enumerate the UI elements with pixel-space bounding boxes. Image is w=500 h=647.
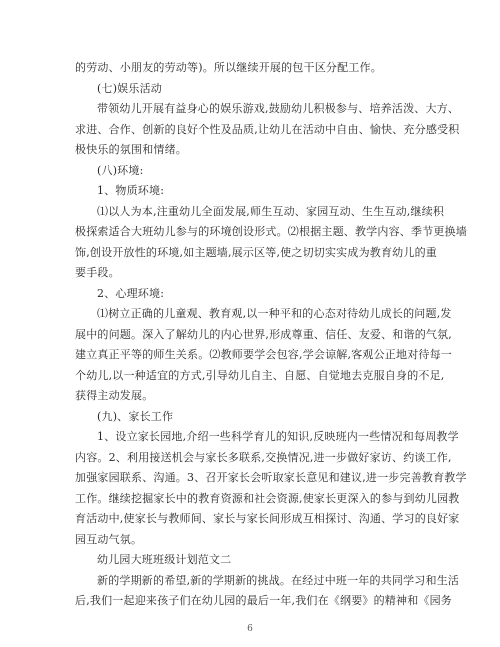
text-line: 加强家园联系、沟通。3、召开家长会听取家长意见和建议,进一步完善教育教学 [75, 471, 467, 484]
text-line: 求进、合作、创新的良好个性及品质,让幼儿在活动中自由、愉快、充分感受积 [75, 122, 460, 136]
text-line: 获得主动发展。 [75, 389, 154, 402]
text-line: 极探索适合大班幼儿参与的环境创设形式。⑵根据主题、教学内容、季节更换墙 [75, 225, 467, 238]
text-line: 育活动中,使家长与教师间、家长与家长间形成互相探讨、沟通、学习的良好家 [75, 512, 460, 525]
text-line: ⑴树立正确的儿童观、教育观,以一种平和的心态对待幼儿成长的问题,发 [97, 307, 452, 320]
section-heading: (九)、家长工作 [97, 409, 174, 423]
document-body [75, 58, 467, 612]
text-line: 极快乐的氛围和情绪。 [75, 143, 187, 156]
text-line: 要手段。 [75, 266, 120, 279]
subsection-heading: 2、心理环境: [97, 286, 165, 300]
section-heading: (八)环境: [97, 163, 144, 177]
text-line: 工作。继续挖掘家长中的教育资源和社会资源,使家长更深入的参与到幼儿园教 [75, 491, 460, 505]
section-heading: (七)娱乐活动 [97, 81, 162, 95]
text-line: 的劳动、小朋友的劳动等)。所以继续开展的包干区分配工作。 [75, 61, 382, 74]
text-line: 园互动气氛。 [75, 532, 143, 546]
text-line: 个幼儿,以一种适宜的方式,引导幼儿自主、自愿、自觉地去克服自身的不足, [75, 368, 445, 382]
document-title: 幼儿园大班班级计划范文二 [97, 553, 232, 566]
text-line: 饰,创设开放性的环境,如主题墙,展示区等,使之切切实实成为教育幼儿的重 [75, 245, 437, 259]
text-line: 展中的问题。深入了解幼儿的内心世界,形成尊重、信任、友爱、和谐的气氛, [75, 327, 452, 341]
text-line: 后,我们一起迎来孩子们在幼儿园的最后一年,我们在《纲要》的精神和《园务 [75, 594, 452, 607]
text-line: ⑴以人为本,注重幼儿全面发展,师生互动、家园互动、生生互动,继续积 [97, 204, 445, 218]
text-line: 1、设立家长园地,介绍一些科学育儿的知识,反映班内一些情况和每周教学 [97, 430, 459, 443]
subsection-heading: 1、物质环境: [97, 184, 165, 197]
page-number: 6 [247, 624, 253, 634]
text-line: 内容。2、利用接送机会与家长多联系,交换情况,进一步做好家访、约谈工作, [75, 450, 452, 464]
text-line: 带领幼儿开展有益身心的娱乐游戏,鼓励幼儿积极参与、培养活泼、大方、 [97, 102, 460, 115]
text-line: 建立真正平等的师生关系。⑵教师要学会包容,学会谅解,客观公正地对待每一 [75, 348, 452, 361]
text-line: 新的学期新的希望,新的学期新的挑战。在经过中班一年的共同学习和生活 [97, 573, 460, 587]
